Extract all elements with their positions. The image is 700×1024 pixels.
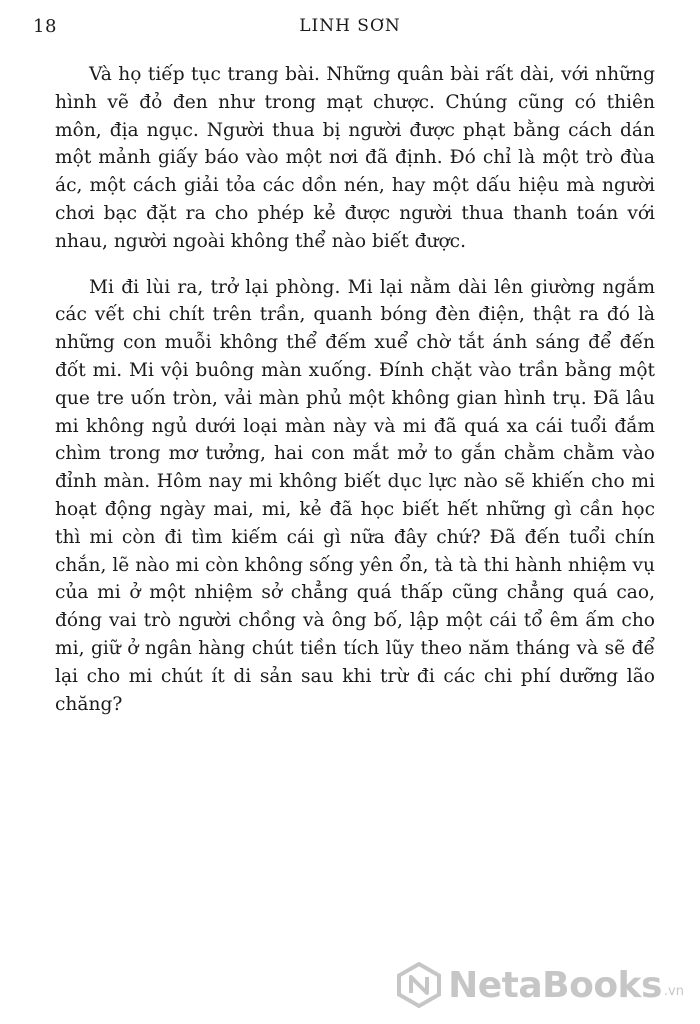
- watermark-text: NetaBooks: [448, 964, 662, 1006]
- watermark-suffix: .vn: [663, 984, 684, 999]
- watermark: [396, 962, 684, 1008]
- paragraph: Và họ tiếp tục trang bài. Những quân bài rất dài, với những hình vẽ đỏ đen như trong mạt chược. Chúng cũng có thiên môn, địa ngục. Người thua bị người được phạt bằng cách dán một mảnh giấy báo vào một nơi đã định. Đó chỉ là một trò đùa ác, một cách giải tỏa các dồn nén, hay một dấu hiệu mà người chơi bạc đặt ra cho phép kẻ được người thua thanh toán với nhau, người ngoài không thể nào biết được.: [55, 64, 655, 252]
- page-number: 18: [33, 16, 57, 37]
- paragraph: Mi đi lùi ra, trở lại phòng. Mi lại nằm dài lên giường ngắm các vết chi chít trên trần, quanh bóng đèn điện, thật ra đó là những con muỗi không thể đếm xuể chờ tắt ánh sáng để đến đốt mi. Mi vội buông màn xuống. Đính chặt vào trần bằng một que tre uốn tròn, vải màn phủ một không gian hình trụ. Đã lâu mi không ngủ dưới loại màn này và mi đã quá xa cái tuổi đắm chìm trong mơ tưởng, hai con mắt mở to gắn chằm chằm vào đỉnh màn. Hôm nay mi không biết dục lực nào sẽ khiến cho mi hoạt động ngày mai, mi, kẻ đã học biết hết những gì cần học thì mi còn đi tìm kiếm cái gì nữa đây chứ? Đã đến tuổi chín chắn, lẽ nào mi còn không sống yên ổn, tà tà thi hành nhiệm vụ của mi ở một nhiệm sở chẳng quá thấp cũng chẳng quá cao, đóng vai trò người chồng và ông bố, lập một cái tổ êm ấm cho mi, giữ ở ngân hàng chút tiền tích lũy theo năm tháng và sẽ để lại cho mi chút ít di sản sau khi trừ đi các chi phí dưỡng lão chăng?: [55, 276, 655, 715]
- running-head: LINH SƠN: [299, 16, 401, 36]
- netabooks-logo-icon: [396, 962, 442, 1008]
- body-text: [55, 61, 655, 718]
